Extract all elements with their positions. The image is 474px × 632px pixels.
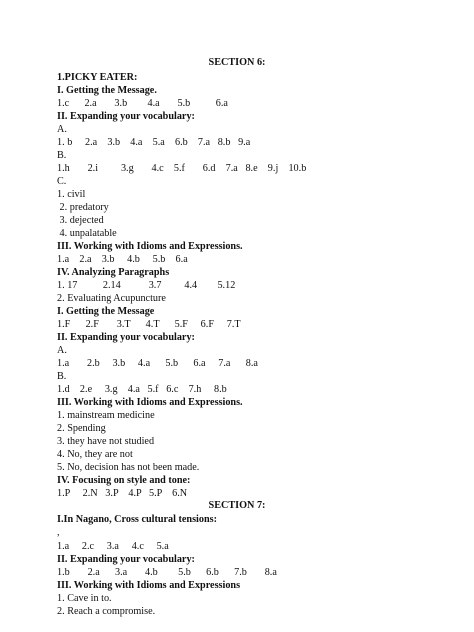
text-line: 5. No, decision has not been made.: [57, 462, 200, 473]
text-line: ,: [57, 527, 60, 538]
text-line: 3. dejected: [57, 215, 104, 226]
text-line: 1. civil: [57, 189, 86, 200]
text-line: 1.a 2.c 3.a 4.c 5.a: [57, 541, 169, 552]
heading-line: IV. Focusing on style and tone:: [57, 475, 191, 486]
text-line: A.: [57, 124, 67, 135]
heading-line: 1.PICKY EATER:: [57, 72, 138, 83]
text-line: 1.d 2.e 3.g 4.a 5.f 6.c 7.h 8.b: [57, 384, 227, 395]
text-line: 1.a 2.b 3.b 4.a 5.b 6.a 7.a 8.a: [57, 358, 258, 369]
text-line: 3. they have not studied: [57, 436, 155, 447]
heading-line: SECTION 7:: [208, 500, 266, 511]
heading-line: I.In Nagano, Cross cultural tensions:: [57, 514, 218, 525]
heading-line: IV. Analyzing Paragraphs: [57, 267, 170, 278]
text-line: 1. 17 2.14 3.7 4.4 5.12: [57, 280, 236, 291]
text-line: C.: [57, 176, 67, 187]
heading-line: II. Expanding your vocabulary:: [57, 111, 195, 122]
text-line: 1.F 2.F 3.T 4.T 5.F 6.F 7.T: [57, 319, 241, 330]
text-line: 1.h 2.i 3.g 4.c 5.f 6.d 7.a 8.e 9.j 10.b: [57, 163, 307, 174]
heading-line: III. Working with Idioms and Expressions.: [57, 397, 243, 408]
text-line: 1.b 2.a 3.a 4.b 5.b 6.b 7.b 8.a: [57, 567, 277, 578]
text-line: 2. Evaluating Acupuncture: [57, 293, 166, 304]
heading-line: III. Working with Idioms and Expressions: [57, 580, 241, 591]
heading-line: II. Expanding your vocabulary:: [57, 554, 195, 565]
text-line: A.: [57, 345, 67, 356]
text-line: 4. unpalatable: [57, 228, 117, 239]
text-line: 1. Cave in to.: [57, 593, 112, 604]
text-line: 2. Spending: [57, 423, 106, 434]
heading-line: I. Getting the Message.: [57, 85, 157, 96]
text-line: 2. Reach a compromise.: [57, 606, 156, 617]
heading-line: I. Getting the Message: [57, 306, 155, 317]
heading-line: SECTION 6:: [208, 57, 266, 68]
text-line: 1. b 2.a 3.b 4.a 5.a 6.b 7.a 8.b 9.a: [57, 137, 251, 148]
text-line: 1.P 2.N 3.P 4.P 5.P 6.N: [57, 488, 188, 499]
text-line: 4. No, they are not: [57, 449, 133, 460]
text-line: 1.c 2.a 3.b 4.a 5.b 6.a: [57, 98, 228, 109]
heading-line: II. Expanding your vocabulary:: [57, 332, 195, 343]
heading-line: III. Working with Idioms and Expressions.: [57, 241, 243, 252]
text-line: 2. predatory: [57, 202, 109, 213]
text-line: 1. mainstream medicine: [57, 410, 155, 421]
text-line: B.: [57, 371, 67, 382]
text-line: B.: [57, 150, 67, 161]
text-line: 1.a 2.a 3.b 4.b 5.b 6.a: [57, 254, 188, 265]
